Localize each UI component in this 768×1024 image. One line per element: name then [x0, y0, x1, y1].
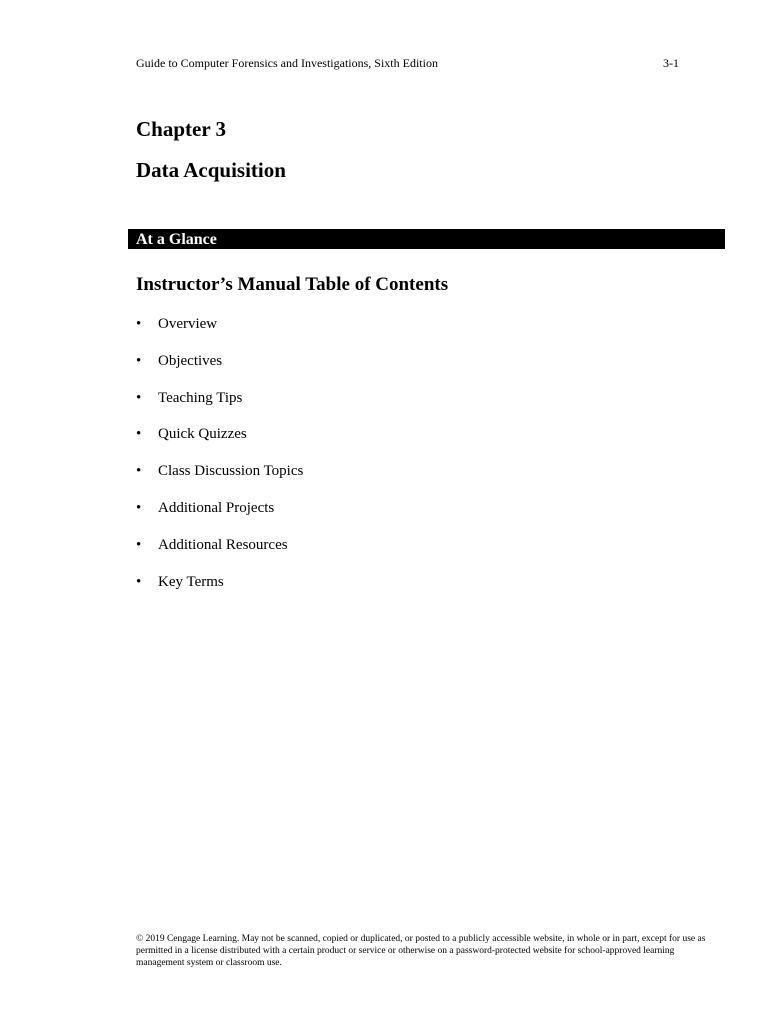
toc-item-label: Additional Resources — [158, 536, 288, 553]
bullet-icon: • — [136, 573, 142, 590]
toc-item-label: Teaching Tips — [158, 389, 243, 406]
copyright-notice: © 2019 Cengage Learning. May not be scanned, copied or duplicated, or posted to a publicly accessible website, in whole or in part, except for use as permitted in a license distributed with a certain product or service or otherwise on a password-protected website for school-approved learning management system or classroom use. — [136, 934, 706, 968]
page-header — [136, 55, 679, 73]
at-a-glance-label: At a Glance — [136, 231, 217, 248]
bullet-icon: • — [136, 426, 142, 443]
document-title: Guide to Computer Forensics and Investigations, Sixth Edition — [136, 56, 438, 70]
bullet-icon: • — [136, 352, 142, 369]
chapter-title: Data Acquisition — [136, 158, 286, 182]
toc-item-label: Quick Quizzes — [158, 426, 247, 443]
bullet-icon: • — [136, 316, 142, 332]
toc-item-label: Overview — [158, 316, 218, 332]
toc-item-label: Key Terms — [158, 573, 224, 590]
bullet-icon: • — [136, 499, 142, 516]
bullet-icon: • — [136, 463, 142, 480]
toc-item-label: Objectives — [158, 352, 223, 369]
bullet-icon: • — [136, 536, 142, 553]
chapter-number: Chapter 3 — [136, 117, 227, 141]
toc-item-label: Additional Projects — [158, 499, 275, 516]
toc-heading: Instructor’s Manual Table of Contents — [136, 274, 449, 295]
bullet-icon: • — [136, 389, 142, 406]
at-a-glance-banner — [128, 229, 725, 249]
toc-item-label: Class Discussion Topics — [158, 463, 304, 480]
page-number: 3-1 — [663, 56, 679, 70]
